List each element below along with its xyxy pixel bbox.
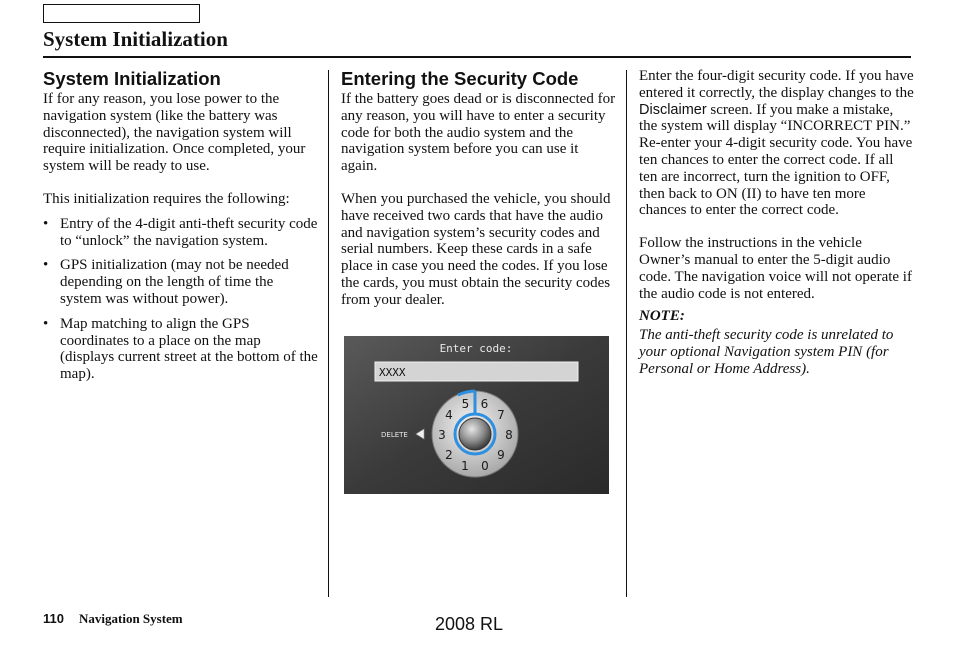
footer-section-name: Navigation System bbox=[79, 611, 183, 626]
header-tab-box bbox=[43, 4, 200, 23]
section-heading-security-code: Entering the Security Code bbox=[341, 68, 579, 89]
dial-digit[interactable]: 8 bbox=[505, 428, 513, 442]
cards-paragraph: When you purchased the vehicle, you should have received two cards that have the audio and navigation system’s security codes and serial numbers. Keep these cards in a safe place in case you need the codes. If you lose the cards, you must obtain the security codes from your dealer. bbox=[341, 190, 611, 308]
code-input-value: XXXX bbox=[379, 366, 406, 379]
enter-code-text-cont: screen. If you make a mistake, the system will display “INCORRECT PIN.” Re-enter your 4-digit security code. You have ten chances to enter the correct code. If all ten are incorrect, turn the ignition to OFF, then back to ON (II) to have ten more chances to enter the correct code. bbox=[639, 101, 913, 219]
dial-knob[interactable] bbox=[459, 418, 491, 450]
dial-digit[interactable]: 9 bbox=[497, 448, 505, 462]
dial-digit[interactable]: 3 bbox=[438, 428, 446, 442]
dial-digit[interactable]: 1 bbox=[461, 459, 469, 473]
section-heading-system-initialization: System Initialization bbox=[43, 68, 221, 89]
page-title: System Initialization bbox=[43, 27, 228, 51]
column-1 bbox=[43, 68, 318, 391]
footer-model: 2008 RL bbox=[435, 614, 504, 634]
battery-paragraph: If the battery goes dead or is disconnected for any reason, you will have to enter a security code for both the audio system and the navigation system before you can use it again. bbox=[341, 91, 616, 175]
enter-code-screen bbox=[344, 336, 609, 494]
screen-title: Enter code: bbox=[439, 342, 513, 355]
enter-code-text: Enter the four-digit security code. If you have entered it correctly, the display changes to the bbox=[639, 68, 914, 101]
note-label: NOTE: bbox=[639, 308, 685, 325]
column-divider-1 bbox=[328, 70, 329, 597]
delete-label: DELETE bbox=[381, 431, 408, 439]
audio-code-paragraph: Follow the instructions in the vehicle Owner’s manual to enter the 5-digit audio code. The navigation voice will not operate if the audio code is not entered. bbox=[639, 235, 912, 302]
column-divider-2 bbox=[626, 70, 627, 597]
disclaimer-screen-name: Disclaimer bbox=[639, 101, 707, 118]
enter-code-paragraph bbox=[639, 68, 914, 219]
dial-digit[interactable]: 5 bbox=[461, 397, 470, 411]
note-text: The anti-theft security code is unrelated to your optional Navigation system PIN (for Personal or Home Address). bbox=[639, 327, 894, 377]
digit-dial[interactable] bbox=[432, 391, 518, 477]
dial-digit[interactable]: 6 bbox=[480, 397, 489, 411]
dial-digit[interactable]: 7 bbox=[497, 408, 505, 422]
column-2 bbox=[341, 68, 616, 325]
dial-digit[interactable]: 2 bbox=[445, 448, 453, 462]
title-rule bbox=[43, 56, 911, 58]
requirements-list bbox=[43, 216, 318, 383]
requirements-paragraph: This initialization requires the following: bbox=[43, 190, 290, 207]
list-item: • Map matching to align the GPS coordinates to a place on the map (displays current street at the bottom of the map). bbox=[43, 316, 318, 383]
list-item: • Entry of the 4-digit anti-theft security code to “unlock” the navigation system. bbox=[43, 216, 318, 250]
column-3 bbox=[639, 68, 914, 378]
dial-digit[interactable]: 4 bbox=[445, 408, 453, 422]
list-item: • GPS initialization (may not be needed depending on the length of time the system was without power). bbox=[43, 257, 318, 307]
page-number: 110 bbox=[43, 611, 64, 626]
dial-digit[interactable]: 0 bbox=[481, 459, 489, 473]
intro-paragraph: If for any reason, you lose power to the navigation system (like the battery was disconnected), the navigation system will require initialization. Once completed, your system will be ready to use. bbox=[43, 91, 306, 175]
